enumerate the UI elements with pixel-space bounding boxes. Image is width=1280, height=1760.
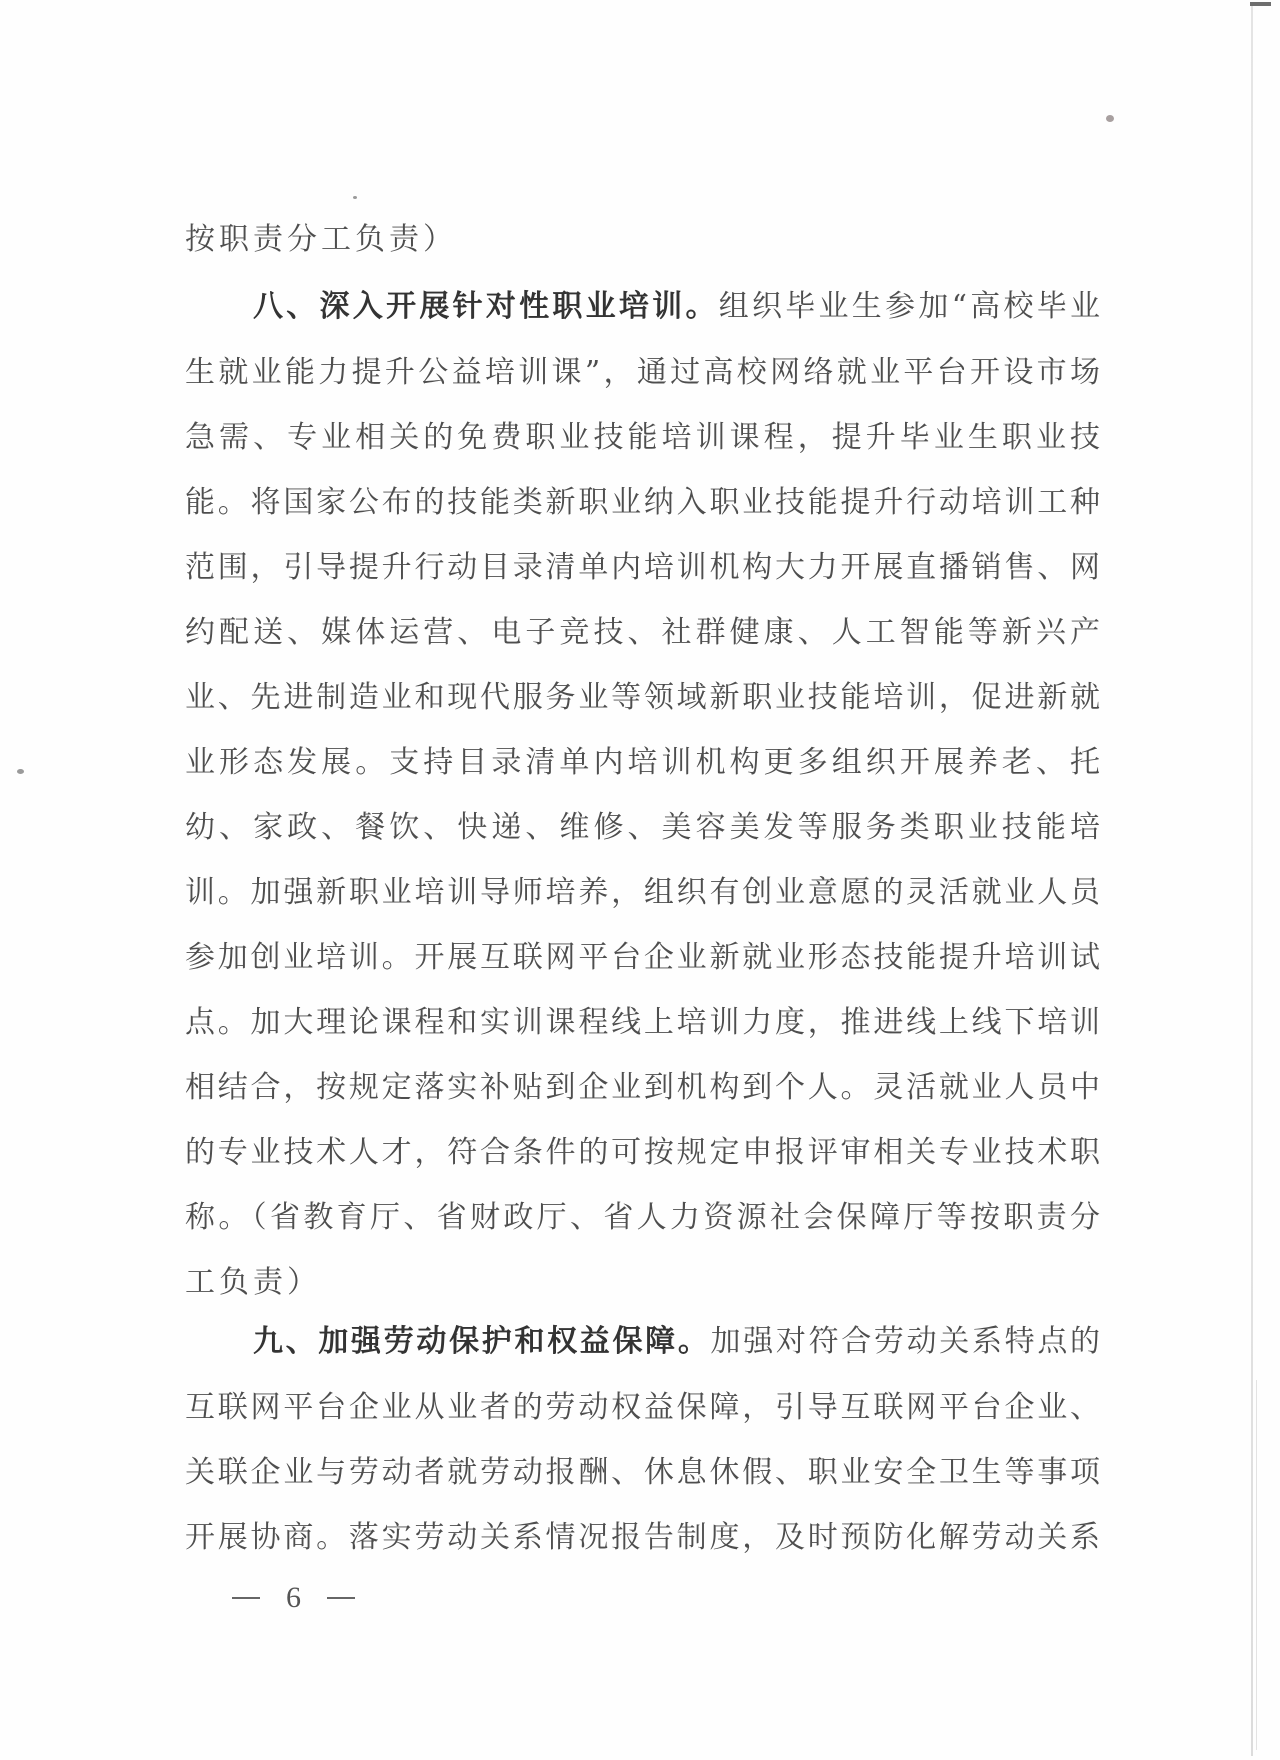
scan-speck (17, 769, 24, 774)
line-text: 组织毕业生参加“高校毕业 (718, 289, 1100, 324)
text-line (185, 873, 1100, 913)
page-number (232, 1578, 355, 1618)
line-text: 的专业技术人才，符合条件的可按规定申报评审相关专业技术职 (185, 1135, 1100, 1170)
scan-speck (353, 196, 357, 199)
text-line (185, 743, 1100, 783)
page-number-value: 6 (286, 1581, 301, 1614)
line-text: 生就业能力提升公益培训课”，通过高校网络就业平台开设市场 (185, 355, 1100, 390)
text-line (185, 1198, 1100, 1238)
line-text: 业、先进制造业和现代服务业等领域新职业技能培训，促进新就 (185, 680, 1100, 715)
line-text: 范围，引导提升行动目录清单内培训机构大力开展直播销售、网 (185, 550, 1100, 585)
text-line (185, 678, 1100, 718)
line-text: 约配送、媒体运营、电子竞技、社群健康、人工智能等新兴产 (185, 615, 1100, 650)
text-line (185, 548, 1100, 588)
line-text: 互联网平台企业从业者的劳动权益保障，引导互联网平台企业、 (185, 1390, 1100, 1425)
scan-edge-line-secondary (1256, 1380, 1257, 1750)
page-number-dash-right (327, 1597, 355, 1599)
line-text: 训。加强新职业培训导师培养，组织有创业意愿的灵活就业人员 (185, 875, 1100, 910)
text-line (185, 1133, 1100, 1173)
text-line (185, 1068, 1100, 1108)
section-heading-line (253, 287, 1100, 327)
text-line (185, 938, 1100, 978)
section-heading-9: 九、加强劳动保护和权益保障。 (253, 1324, 711, 1359)
text-line (185, 1518, 1100, 1558)
scan-speck (1106, 115, 1114, 122)
text-line (185, 483, 1100, 523)
line-text: 加强对符合劳动关系特点的 (710, 1324, 1101, 1359)
text-line (185, 808, 1100, 848)
text-line (185, 1453, 1100, 1493)
line-text: 称。（省教育厅、省财政厅、省人力资源社会保障厅等按职责分 (185, 1200, 1100, 1235)
page-number-dash-left (232, 1597, 260, 1599)
line-text: 业形态发展。支持目录清单内培训机构更多组织开展养老、托 (185, 745, 1100, 780)
line-text: 点。加大理论课程和实训课程线上培训力度，推进线上线下培训 (185, 1005, 1100, 1040)
section-heading-line (253, 1322, 1100, 1362)
line-text: 工负责） (185, 1265, 321, 1300)
line-text: 按职责分工负责） (185, 222, 457, 257)
scan-edge-mark (1250, 2, 1271, 6)
line-text: 急需、专业相关的免费职业技能培训课程，提升毕业生职业技 (185, 420, 1100, 455)
text-line (185, 1003, 1100, 1043)
line-text: 幼、家政、餐饮、快递、维修、美容美发等服务类职业技能培 (185, 810, 1100, 845)
scan-edge-line (1251, 6, 1253, 1756)
line-text: 关联企业与劳动者就劳动报酬、休息休假、职业安全卫生等事项 (185, 1455, 1100, 1490)
text-line (185, 1388, 1100, 1428)
text-line (185, 353, 1100, 393)
section-heading-8: 八、深入开展针对性职业培训。 (253, 289, 719, 324)
text-line (185, 418, 1100, 458)
text-line (185, 1263, 321, 1303)
text-line (185, 220, 457, 260)
line-text: 参加创业培训。开展互联网平台企业新就业形态技能提升培训试 (185, 940, 1100, 975)
line-text: 能。将国家公布的技能类新职业纳入职业技能提升行动培训工种 (185, 485, 1100, 520)
line-text: 开展协商。落实劳动关系情况报告制度，及时预防化解劳动关系 (185, 1520, 1100, 1555)
text-line (185, 613, 1100, 653)
line-text: 相结合，按规定落实补贴到企业到机构到个人。灵活就业人员中 (185, 1070, 1100, 1105)
